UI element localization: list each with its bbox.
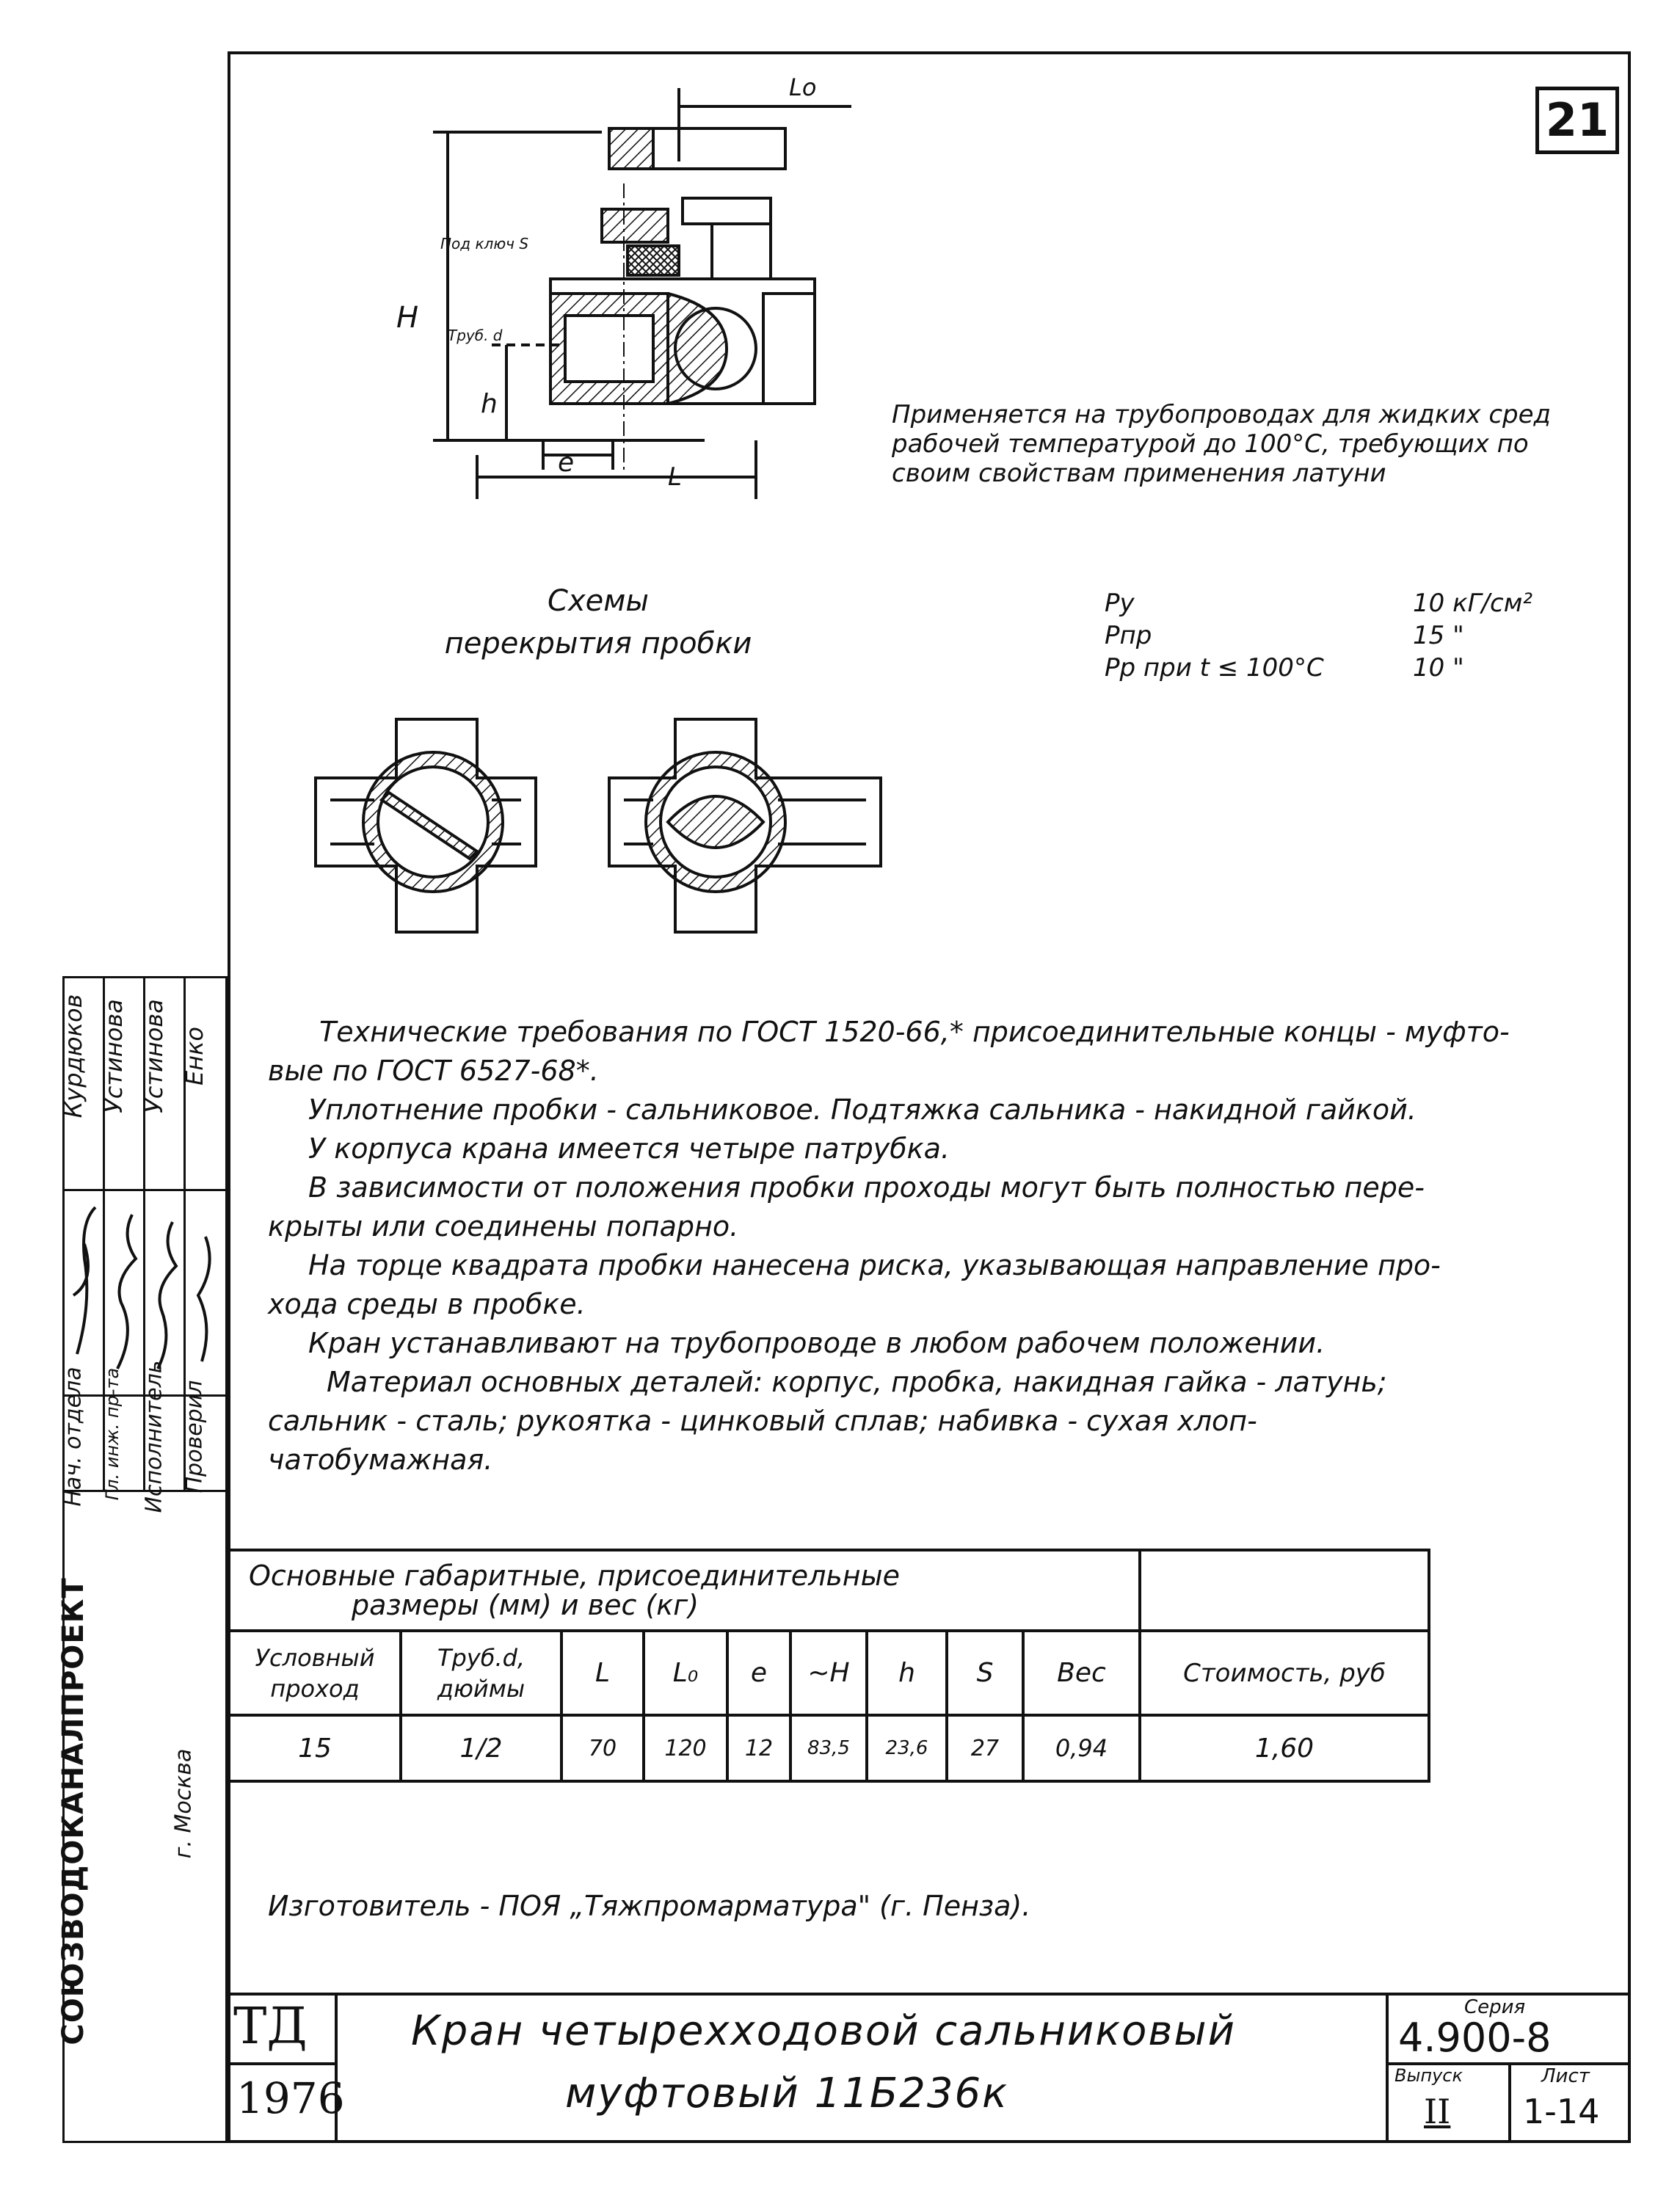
organization: СОЮЗВОДОКАНАЛПРОЕКТ (57, 1577, 90, 2045)
label-pod-klyuch: Под ключ S (440, 235, 529, 252)
role-nach-otdela: Нач. отдела (60, 1367, 87, 1507)
requirements-line: Кран устанавливают на трубопроводе в любом рабочем положении. (308, 1327, 1326, 1359)
pressure-row (1105, 587, 1532, 619)
cell-trub-d: 1/2 (401, 1715, 561, 1781)
header-S: S (947, 1631, 1023, 1715)
cell-stoimost: 1,60 (1140, 1715, 1429, 1781)
valve-section-drawing (382, 73, 851, 514)
header-H: ~H (790, 1631, 867, 1715)
header-h: h (867, 1631, 947, 1715)
dim-L0: Lo (789, 73, 817, 101)
pressure-value: 10 " (1413, 653, 1464, 683)
table-title-line2: размеры (мм) и вес (кг) (352, 1589, 699, 1621)
application-note-line: рабочей температурой до 100°С, требующих по (892, 429, 1529, 459)
cell-e: 12 (727, 1715, 790, 1781)
city: г. Москва (170, 1748, 197, 1859)
requirements-line: Материал основных деталей: корпус, пробка, накидная гайка - латунь; (327, 1366, 1387, 1398)
requirements-line: Уплотнение пробки - сальниковое. Подтяжка сальника - накидной гайкой. (308, 1094, 1417, 1126)
schemes-title-line1: Схемы (548, 584, 649, 618)
pressure-row (1105, 652, 1532, 684)
technical-requirements (268, 1013, 1611, 1480)
table-title-line1: Основные габаритные, присоединительные (249, 1560, 901, 1592)
requirements-line: чатобумажная. (268, 1444, 493, 1476)
schemes-title (433, 580, 763, 665)
requirements-line: В зависимости от положения пробки проходы могут быть полностью пере- (308, 1171, 1425, 1204)
dim-H: H (396, 301, 419, 335)
signatures (62, 1193, 228, 1394)
header-e: e (727, 1631, 790, 1715)
td-label: ТД (233, 1998, 308, 2056)
year: 1976 (236, 2073, 345, 2123)
cell-uslovny-prokhod: 15 (229, 1715, 401, 1781)
application-note-line: своим свойствам применения латуни (892, 459, 1386, 488)
requirements-line: Технические требования по ГОСТ 1520-66,* присоединительные концы - муфто- (319, 1016, 1510, 1048)
name-proveril: Енко (181, 1026, 208, 1086)
title-line1: Кран четырехходовой сальниковый (411, 2007, 1237, 2055)
cell-L0: 120 (644, 1715, 727, 1781)
td-divider (229, 2062, 336, 2065)
header-uslovny-prokhod: Условный проход (229, 1631, 401, 1715)
pressure-value: 15 " (1413, 621, 1464, 650)
issue-label: Выпуск (1394, 2065, 1463, 2086)
table-title (229, 1550, 1140, 1631)
plug-schemes (301, 712, 888, 983)
dimensions-table (228, 1549, 1430, 1783)
name-gl-inzh: Устинова (100, 999, 128, 1113)
sheet-number: 21 (1535, 87, 1619, 154)
series-value: 4.900-8 (1398, 2015, 1552, 2061)
pressure-specs (1105, 587, 1532, 684)
name-nach-otdela: Курдюков (59, 994, 87, 1118)
header-stoimost: Стоимость, руб (1140, 1631, 1429, 1715)
schemes-title-line2: перекрытия пробки (444, 627, 752, 661)
header-L0: L₀ (644, 1631, 727, 1715)
sheet-label: Лист (1541, 2065, 1590, 2087)
requirements-line: У корпуса крана имеется четыре патрубка. (308, 1132, 950, 1165)
name-ispolnitel: Устинова (140, 999, 168, 1113)
header-ves: Вес (1023, 1631, 1140, 1715)
application-note-line: Применяется на трубопроводах для жидких сред (892, 400, 1552, 429)
pressure-value: 10 кГ/см² (1413, 589, 1532, 618)
series-label: Серия (1464, 1996, 1526, 2018)
issue-value: II (1424, 2092, 1451, 2131)
cell-S: 27 (947, 1715, 1023, 1781)
cell-H: 83,5 (790, 1715, 867, 1781)
dim-e: e (558, 448, 575, 478)
requirements-line: хода среды в пробке. (268, 1288, 586, 1320)
header-L: L (561, 1631, 644, 1715)
pressure-label: Pпр (1105, 621, 1152, 650)
sheet-value: 1-14 (1523, 2092, 1600, 2131)
role-gl-inzh: Гл. инж. пр-та (102, 1367, 123, 1501)
dim-L: L (668, 462, 682, 492)
pressure-label: Py (1105, 589, 1135, 618)
label-trub-d: Труб. d (448, 327, 503, 344)
header-trub-d: Труб.d, дюймы (401, 1631, 561, 1715)
requirements-line: На торце квадрата пробки нанесена риска, указывающая направление про- (308, 1249, 1441, 1281)
dim-h: h (481, 389, 498, 419)
cell-L: 70 (561, 1715, 644, 1781)
role-proveril: Проверил (181, 1380, 208, 1494)
application-note (892, 400, 1618, 488)
pressure-row (1105, 619, 1532, 652)
requirements-line: вые по ГОСТ 6527-68*. (268, 1055, 599, 1087)
title-line2: муфтовый 11Б236к (565, 2070, 1008, 2117)
table-title-empty (1140, 1550, 1429, 1631)
cell-h: 23,6 (867, 1715, 947, 1781)
manufacturer: Изготовитель - ПОЯ „Тяжпромарматура" (г. Пенза). (268, 1890, 1031, 1922)
requirements-line: крыты или соединены попарно. (268, 1210, 739, 1243)
issue-sheet-divider (1508, 2064, 1511, 2142)
role-ispolnitel: Исполнитель (141, 1360, 167, 1513)
requirements-line: сальник - сталь; рукоятка - цинковый сплав; набивка - сухая хлоп- (268, 1405, 1257, 1437)
cell-ves: 0,94 (1023, 1715, 1140, 1781)
pressure-label: Pр при t ≤ 100°С (1105, 653, 1324, 683)
